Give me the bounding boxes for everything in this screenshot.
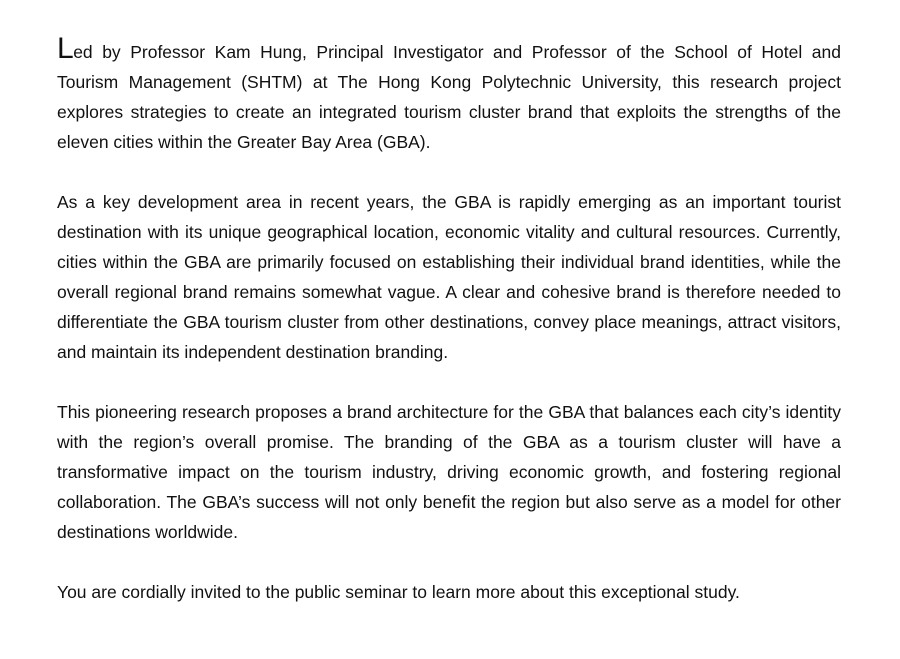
- drop-cap-letter: L: [57, 32, 74, 65]
- research-paragraph: This pioneering research proposes a brand architecture for the GBA that balances each city’s identity with the region’s overall promise. The branding of the GBA as a tourism cluster will have a transformative impact on the tourism industry, driving economic growth, and fostering regional collaboration. The GBA’s success will not only benefit the region but also serve as a model for other destinations worldwide.: [57, 402, 841, 542]
- intro-paragraph-text: ed by Professor Kam Hung, Principal Investigator and Professor of the School of Hotel and Tourism Management (SHTM) at The Hong Kong Polytechnic University, this research project explores strategies to create an integrated tourism cluster brand that exploits the strengths of the eleven cities within the Greater Bay Area (GBA).: [57, 42, 841, 152]
- background-paragraph: As a key development area in recent years, the GBA is rapidly emerging as an important tourist destination with its unique geographical location, economic vitality and cultural resources. Currently, cities within the GBA are primarily focused on establishing their individual brand identities, while the overall regional brand remains somewhat vague. A clear and cohesive brand is therefore needed to differentiate the GBA tourism cluster from other destinations, convey place meanings, attract visitors, and maintain its independent destination branding.: [57, 192, 841, 362]
- document-body: [57, 34, 841, 607]
- intro-paragraph: [57, 34, 841, 157]
- invitation-paragraph: You are cordially invited to the public seminar to learn more about this exceptional study.: [57, 582, 740, 602]
